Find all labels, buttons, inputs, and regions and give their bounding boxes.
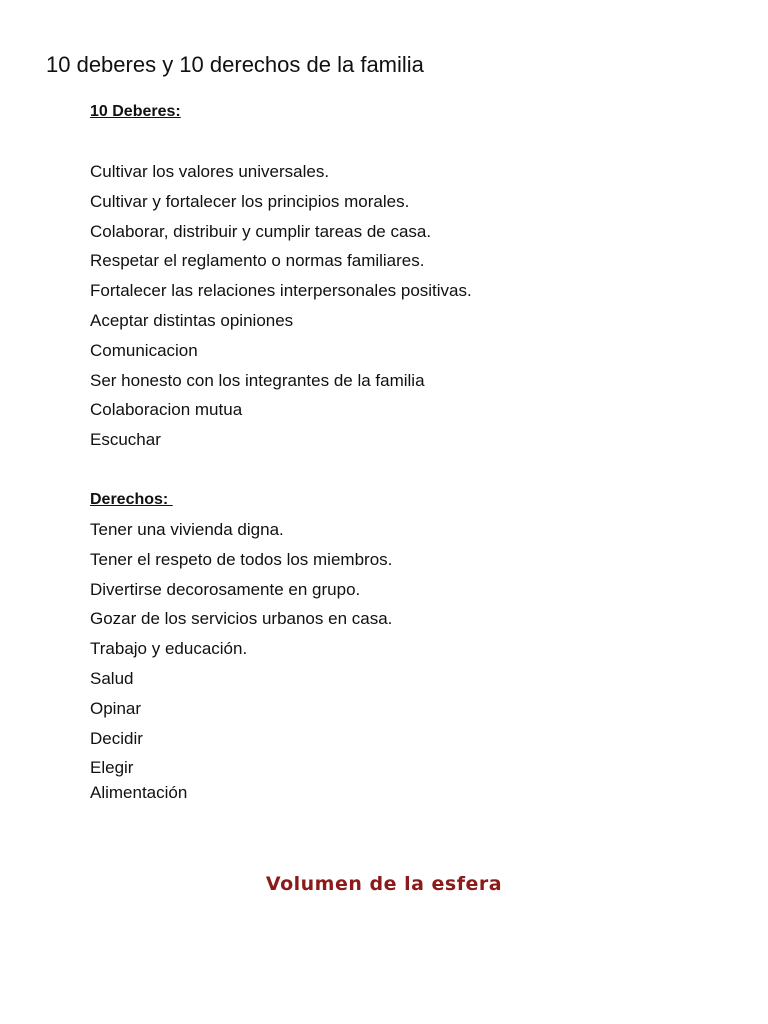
derechos-item: Tener el respeto de todos los miembros. — [90, 549, 393, 569]
deberes-item: Cultivar los valores universales. — [90, 162, 330, 181]
derechos-item: Elegir — [90, 758, 134, 778]
deberes-item: Fortalecer las relaciones interpersonales positivas. — [90, 281, 472, 301]
derechos-item: Divertirse decorosamente en grupo. — [90, 579, 361, 599]
derechos-item: Tener una vivienda digna. — [90, 520, 284, 539]
deberes-item: Cultivar y fortalecer los principios morales. — [90, 191, 410, 211]
derechos-item: Gozar de los servicios urbanos en casa. — [90, 609, 393, 629]
deberes-item: Aceptar distintas opiniones — [90, 310, 294, 330]
derechos-item: Salud — [90, 668, 134, 688]
page-title: 10 deberes y 10 derechos de la familia — [46, 52, 424, 77]
derechos-heading: Derechos: — [90, 491, 173, 508]
deberes-list — [90, 157, 472, 455]
deberes-item: Escuchar — [90, 430, 161, 450]
derechos-item: Decidir — [90, 728, 143, 748]
volumen-esfera-link[interactable]: Volumen de la esfera — [265, 873, 503, 895]
deberes-item: Comunicacion — [90, 340, 198, 360]
derechos-item: Alimentación — [90, 783, 188, 803]
derechos-item: Opinar — [90, 698, 142, 718]
derechos-list — [90, 515, 392, 804]
deberes-heading: 10 Deberes: — [90, 103, 181, 120]
deberes-item: Respetar el reglamento o normas familiares. — [90, 251, 425, 271]
deberes-item: Colaboracion mutua — [90, 400, 243, 420]
deberes-item: Ser honesto con los integrantes de la familia — [90, 370, 425, 390]
deberes-item: Colaborar, distribuir y cumplir tareas de casa. — [90, 221, 432, 241]
derechos-item: Trabajo y educación. — [90, 639, 248, 659]
